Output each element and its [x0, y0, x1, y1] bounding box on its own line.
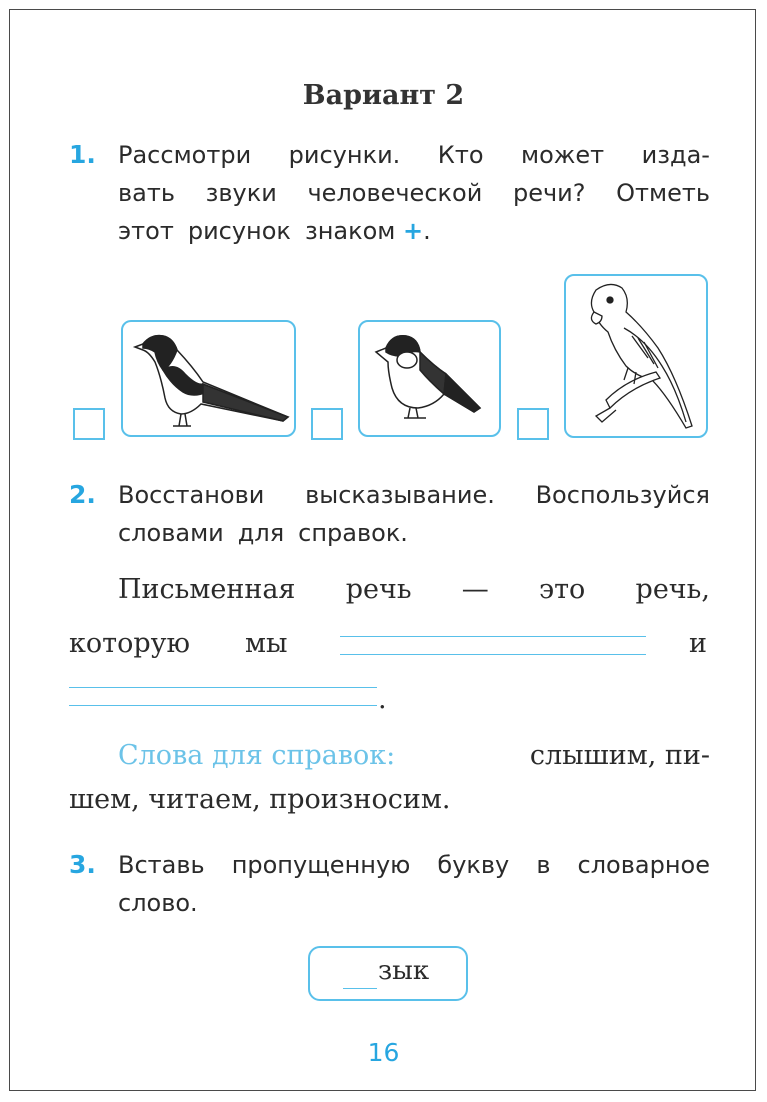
word: Письменная	[118, 574, 296, 605]
word: рисунок	[187, 217, 291, 245]
answer-box-parrot[interactable]	[517, 408, 549, 440]
sentence-end: .	[378, 684, 387, 715]
word: речь,	[635, 574, 710, 605]
word: —	[461, 574, 489, 605]
word: рисунки.	[288, 141, 401, 169]
word: Отметь	[616, 179, 710, 207]
answer-box-titmouse[interactable]	[311, 408, 343, 440]
answer-blank-1a[interactable]	[340, 636, 646, 637]
word: человеческой	[307, 179, 483, 207]
word: справок.	[298, 519, 408, 547]
hint-label: Слова для справок:	[118, 740, 396, 771]
task2-line-1	[118, 476, 710, 514]
parrot-icon	[566, 276, 710, 440]
task1-number: 1.	[69, 140, 96, 169]
word-we: мы	[245, 628, 288, 659]
word: Вставь	[118, 851, 205, 879]
missing-letter-blank[interactable]	[343, 988, 377, 989]
answer-blank-2a[interactable]	[69, 687, 377, 688]
sentence-line-1	[118, 574, 710, 605]
word: словарное	[577, 851, 710, 879]
word: звуки	[205, 179, 277, 207]
word-which: которую	[69, 628, 190, 659]
word: Воспользуйся	[535, 481, 710, 509]
task2-text	[118, 476, 710, 552]
answer-box-magpie[interactable]	[73, 408, 105, 440]
word: знаком +.	[304, 217, 431, 245]
picture-magpie	[121, 320, 296, 437]
word: изда-	[641, 141, 710, 169]
task3-number: 3.	[69, 850, 96, 879]
word: слово.	[118, 889, 198, 917]
word: может	[520, 141, 605, 169]
task1-line-3	[118, 212, 710, 250]
vocabulary-word-box	[308, 946, 468, 1001]
word: словами	[118, 519, 224, 547]
word-and: и	[689, 628, 707, 659]
word: этот	[118, 217, 174, 245]
vocabulary-word: зык	[378, 956, 430, 986]
task3-text	[118, 846, 710, 922]
word: для	[237, 519, 285, 547]
hint-words-2: шем, читаем, произносим.	[69, 784, 451, 815]
word: пропущенную	[231, 851, 411, 879]
word: букву	[437, 851, 510, 879]
titmouse-icon	[360, 322, 503, 439]
picture-parrot	[564, 274, 708, 438]
answer-blank-2b[interactable]	[69, 705, 377, 706]
word: это	[538, 574, 586, 605]
page-title: Вариант 2	[302, 80, 465, 111]
word: вать	[118, 179, 175, 207]
picture-titmouse	[358, 320, 501, 437]
answer-blank-1b[interactable]	[340, 654, 646, 655]
word: в	[536, 851, 551, 879]
task2-number: 2.	[69, 480, 96, 509]
task3-line-1	[118, 846, 710, 884]
task1-line-1	[118, 136, 710, 174]
task1-text	[118, 136, 710, 250]
word: речь	[345, 574, 412, 605]
word: речи?	[512, 179, 586, 207]
task2-line-2	[118, 514, 710, 552]
page-number: 16	[367, 1038, 400, 1067]
word: Кто	[437, 141, 484, 169]
plus-mark: +	[403, 217, 424, 245]
hint-words-1: слышим, пи-	[529, 740, 710, 771]
hint-line-1	[118, 740, 710, 771]
word: высказывание.	[305, 481, 495, 509]
word: Рассмотри	[118, 141, 252, 169]
word: Восстанови	[118, 481, 265, 509]
magpie-icon	[123, 322, 298, 439]
task1-line-2	[118, 174, 710, 212]
task3-line-2	[118, 884, 710, 922]
